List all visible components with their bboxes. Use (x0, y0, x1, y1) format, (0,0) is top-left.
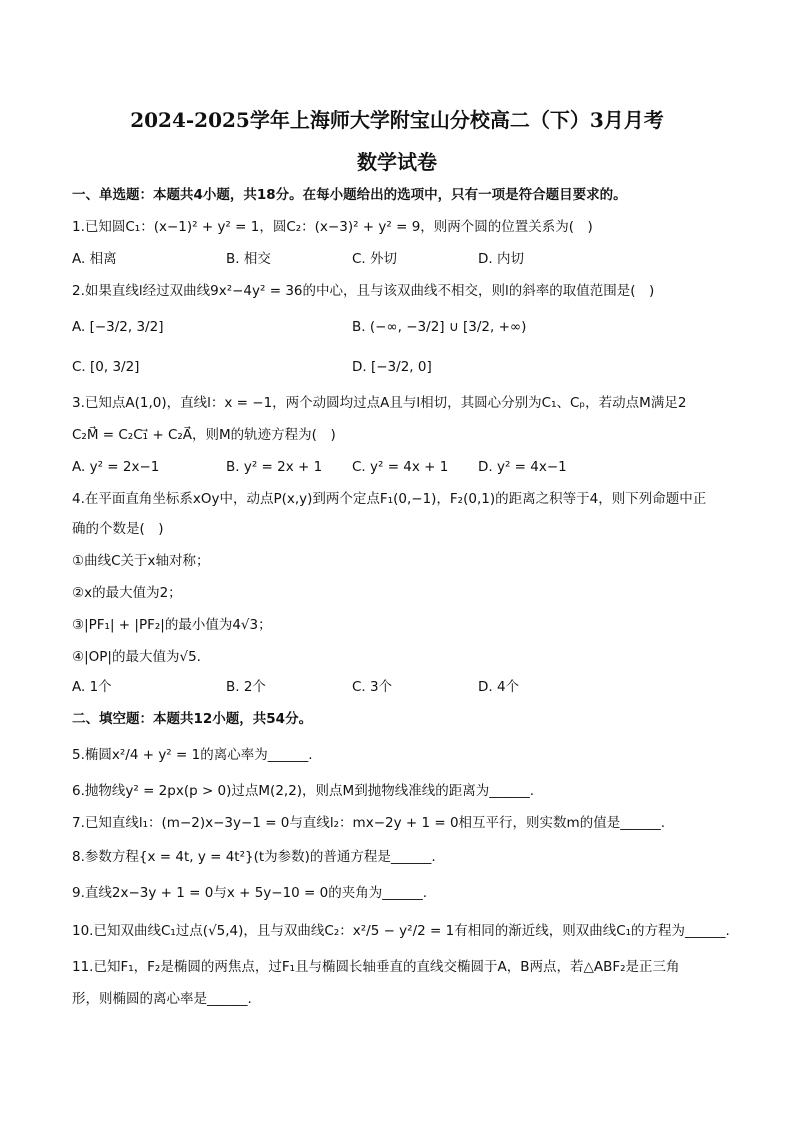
q2-option-a: A. [−3/2, 3/2] (72, 319, 164, 335)
q2-option-c: C. [0, 3/2] (72, 359, 140, 375)
question-11-line1: 11.已知F₁，F₂是椭圆的两焦点，过F₁且与椭圆长轴垂直的直线交椭圆于A，B两点，若△ABF₂是正三角 (72, 959, 680, 975)
q4-option-b: B. 2个 (226, 679, 266, 695)
q2-option-b: B. (−∞, −3/2] ∪ [3/2, +∞) (352, 319, 527, 335)
question-11-line2: 形，则椭圆的离心率是______. (72, 991, 252, 1007)
question-1: 1.已知圆C₁：(x−1)² + y² = 1，圆C₂：(x−3)² + y² = 9，则两个圆的位置关系为( ) (72, 219, 593, 235)
section-single-choice: 一、单选题：本题共4小题，共18分。在每小题给出的选项中，只有一项是符合题目要求的。 (72, 187, 627, 203)
question-9: 9.直线2x−3y + 1 = 0与x + 5y−10 = 0的夹角为______. (72, 885, 428, 901)
q3-option-c: C. y² = 4x + 1 (352, 459, 449, 475)
q3-option-d: D. y² = 4x−1 (478, 459, 567, 475)
section-fill-blank: 二、填空题：本题共12小题，共54分。 (72, 711, 313, 727)
question-8: 8.参数方程{x = 4t, y = 4t²}(t为参数)的普通方程是______. (72, 849, 436, 865)
q4-statement-4: ④|OP|的最大值为√5. (72, 649, 201, 665)
question-7: 7.已知直线l₁：(m−2)x−3y−1 = 0与直线l₂：mx−2y + 1 = 0相互平行，则实数m的值是______. (72, 815, 665, 831)
q4-statement-1: ①曲线C关于x轴对称； (72, 553, 210, 569)
question-3-line2: C₂M⃗ = C₂C₁⃗ + C₂A⃗，则M的轨迹方程为( ) (72, 427, 336, 443)
q3-option-a: A. y² = 2x−1 (72, 459, 160, 475)
question-10: 10.已知双曲线C₁过点(√5,4)，且与双曲线C₂：x²/5 − y²/2 = 1有相同的渐近线，则双曲线C₁的方程为______. (72, 923, 730, 939)
q1-option-b: B. 相交 (226, 251, 271, 267)
exam-title: 2024-2025学年上海师大学附宝山分校高二（下）3月月考 (130, 108, 664, 132)
question-3-line1: 3.已知点A(1,0)，直线l：x = −1，两个动圆均过点A且与l相切，其圆心分别为C₁、Cₚ，若动点M满足2 (72, 395, 687, 411)
question-5: 5.椭圆x²/4 + y² = 1的离心率为______. (72, 747, 313, 763)
q2-option-d: D. [−3/2, 0] (352, 359, 432, 375)
q1-option-d: D. 内切 (478, 251, 524, 267)
q4-option-a: A. 1个 (72, 679, 112, 695)
question-2: 2.如果直线l经过双曲线9x²−4y² = 36的中心，且与该双曲线不相交，则l的斜率的取值范围是( ) (72, 283, 655, 299)
q1-option-c: C. 外切 (352, 251, 398, 267)
question-4-line2: 确的个数是( ) (72, 521, 164, 537)
q4-option-c: C. 3个 (352, 679, 393, 695)
q1-option-a: A. 相离 (72, 251, 117, 267)
exam-subtitle: 数学试卷 (357, 150, 437, 174)
q4-statement-3: ③|PF₁| + |PF₂|的最小值为4√3； (72, 617, 272, 633)
question-6: 6.抛物线y² = 2px(p > 0)过点M(2,2)，则点M到抛物线准线的距离为______. (72, 783, 534, 799)
q4-statement-2: ②x的最大值为2； (72, 585, 182, 601)
q4-option-d: D. 4个 (478, 679, 520, 695)
question-4-line1: 4.在平面直角坐标系xOy中，动点P(x,y)到两个定点F₁(0,−1)，F₂(0,1)的距离之积等于4，则下列命题中正 (72, 491, 707, 507)
q3-option-b: B. y² = 2x + 1 (226, 459, 323, 475)
